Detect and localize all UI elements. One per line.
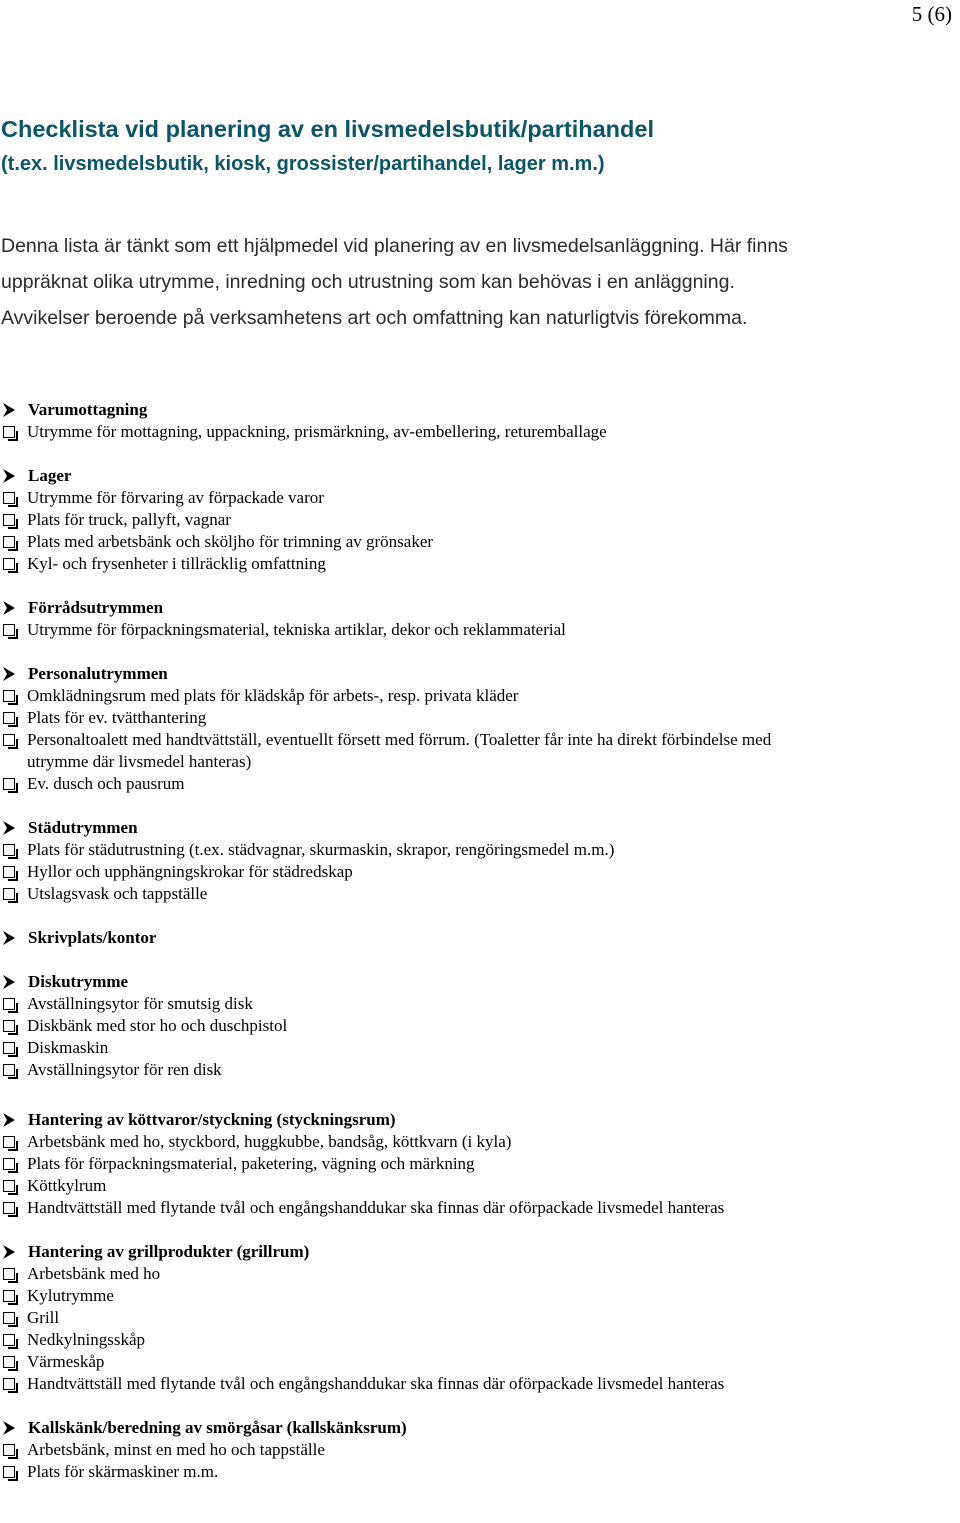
checklist-item <box>0 487 960 509</box>
checklist-item <box>0 1461 960 1483</box>
checkbox-icon[interactable] <box>3 1064 15 1076</box>
checkbox-icon[interactable] <box>3 1356 15 1368</box>
arrow-bullet-icon <box>2 468 16 484</box>
checklist-item-label: Plats för truck, pallyft, vagnar <box>27 510 231 529</box>
checklist-item <box>0 729 960 773</box>
section-title: Kallskänk/beredning av smörgåsar (kallskänksrum) <box>28 1418 407 1437</box>
section-heading <box>0 663 960 685</box>
section-title: Hantering av köttvaror/styckning (styckningsrum) <box>28 1110 396 1129</box>
checklist-item-label: Arbetsbänk med ho <box>27 1264 161 1283</box>
checkbox-icon[interactable] <box>3 1312 15 1324</box>
checkbox-icon[interactable] <box>3 536 15 548</box>
checkbox-icon[interactable] <box>3 1444 15 1456</box>
checklist-item-label: Personaltoalett med handtvättställ, eventuellt försett med förrum. (Toaletter får inte ha direkt förbindelse med utrymme där livsmedel hanteras) <box>27 730 772 771</box>
checkbox-icon[interactable] <box>3 712 15 724</box>
checklist-item <box>0 1285 960 1307</box>
checklist-item <box>0 1351 960 1373</box>
arrow-bullet-icon <box>2 820 16 836</box>
arrow-bullet-icon <box>2 1244 16 1260</box>
checkbox-icon[interactable] <box>3 1042 15 1054</box>
checklist-item-label: Utrymme för förpackningsmaterial, tekniska artiklar, dekor och reklammaterial <box>27 620 566 639</box>
checklist-item <box>0 1197 960 1219</box>
checklist-section <box>0 971 960 1081</box>
checkbox-icon[interactable] <box>3 426 15 438</box>
checklist-item <box>0 773 960 795</box>
checklist-item <box>0 861 960 883</box>
checklist-item-label: Arbetsbänk, minst en med ho och tappställe <box>27 1440 325 1459</box>
checkbox-icon[interactable] <box>3 1334 15 1346</box>
checkbox-icon[interactable] <box>3 1158 15 1170</box>
checklist-item-label: Plats för skärmaskiner m.m. <box>27 1462 219 1481</box>
checklist-section <box>0 399 960 443</box>
checklist-item-label: Utrymme för förvaring av förpackade varor <box>27 488 324 507</box>
checklist-item <box>0 1131 960 1153</box>
checklist-item-label: Plats för ev. tvätthantering <box>27 708 207 727</box>
arrow-bullet-icon <box>2 930 16 946</box>
checklist-item <box>0 1439 960 1461</box>
page-subtitle: (t.ex. livsmedelsbutik, kiosk, grossister/partihandel, lager m.m.) <box>1 153 605 175</box>
checkbox-icon[interactable] <box>3 1268 15 1280</box>
checklist-item <box>0 1263 960 1285</box>
section-title: Varumottagning <box>28 400 148 419</box>
checklist-item-label: Plats för förpackningsmaterial, paketering, vägning och märkning <box>27 1154 475 1173</box>
section-title: Personalutrymmen <box>28 664 168 683</box>
checklist-item <box>0 1175 960 1197</box>
checklist-item-label: Avställningsytor för ren disk <box>27 1060 222 1079</box>
section-title: Diskutrymme <box>28 972 129 991</box>
arrow-bullet-icon <box>2 1112 16 1128</box>
checklist-item-label: Köttkylrum <box>27 1176 107 1195</box>
checklist-item-label: Utrymme för mottagning, uppackning, prismärkning, av-embellering, returemballage <box>27 422 607 441</box>
checkbox-icon[interactable] <box>3 866 15 878</box>
checkbox-icon[interactable] <box>3 558 15 570</box>
checklist-item <box>0 1373 960 1395</box>
checklist-section <box>0 1109 960 1219</box>
section-heading <box>0 817 960 839</box>
checklist-item <box>0 883 960 905</box>
section-heading <box>0 971 960 993</box>
checklist-section <box>0 1417 960 1483</box>
checkbox-icon[interactable] <box>3 844 15 856</box>
section-title: Lager <box>28 466 72 485</box>
arrow-bullet-icon <box>2 1420 16 1436</box>
checklist-item-label: Hyllor och upphängningskrokar för städredskap <box>27 862 353 881</box>
checklist-item <box>0 1329 960 1351</box>
checklist-item <box>0 509 960 531</box>
checklist-item-label: Handtvättställ med flytande tvål och engångshanddukar ska finnas där oförpackade livsmedel hanteras <box>27 1198 725 1217</box>
checkbox-icon[interactable] <box>3 778 15 790</box>
checklist-item <box>0 685 960 707</box>
checkbox-icon[interactable] <box>3 1466 15 1478</box>
page-number: 5 (6) <box>911 2 952 26</box>
section-heading <box>0 1109 960 1131</box>
checklist-item-label: Ev. dusch och pausrum <box>27 774 185 793</box>
checkbox-icon[interactable] <box>3 1020 15 1032</box>
intro-paragraph: Denna lista är tänkt som ett hjälpmedel vid planering av en livsmedelsanläggning. Här finns uppräknat olika utrymme, inredning och utrustning som kan behövas i en anläggning. Avvikelser beroende på verksamhetens art och omfattning kan naturligtvis förekomma. <box>1 235 788 329</box>
page-title: Checklista vid planering av en livsmedelsbutik/partihandel <box>1 116 654 142</box>
arrow-bullet-icon <box>2 974 16 990</box>
checkbox-icon[interactable] <box>3 998 15 1010</box>
checklist-item <box>0 421 960 443</box>
checklist-item <box>0 707 960 729</box>
checklist-item <box>0 619 960 641</box>
checklist-section <box>0 927 960 949</box>
checklist-section <box>0 663 960 795</box>
checklist-item-label: Grill <box>27 1308 60 1327</box>
checklist-item-label: Nedkylningsskåp <box>27 1330 146 1349</box>
checklist-item <box>0 1307 960 1329</box>
checklist-section <box>0 465 960 575</box>
checkbox-icon[interactable] <box>3 514 15 526</box>
checklist-item-label: Plats med arbetsbänk och sköljho för trimning av grönsaker <box>27 532 434 551</box>
section-heading <box>0 1241 960 1263</box>
section-heading <box>0 1417 960 1439</box>
checklist-item <box>0 553 960 575</box>
checkbox-icon[interactable] <box>3 624 15 636</box>
checklist-item <box>0 1153 960 1175</box>
checklist-item-label: Avställningsytor för smutsig disk <box>27 994 253 1013</box>
checklist-item-label: Värmeskåp <box>27 1352 105 1371</box>
checklist-item <box>0 1037 960 1059</box>
checklist-item <box>0 1059 960 1081</box>
checklist-item <box>0 839 960 861</box>
checkbox-icon[interactable] <box>3 690 15 702</box>
checklist-item <box>0 1015 960 1037</box>
checklist-section <box>0 1241 960 1395</box>
section-title: Skrivplats/kontor <box>28 928 157 947</box>
checkbox-icon[interactable] <box>3 1378 15 1390</box>
checkbox-icon[interactable] <box>3 888 15 900</box>
checklist-item-label: Diskbänk med stor ho och duschpistol <box>27 1016 288 1035</box>
arrow-bullet-icon <box>2 402 16 418</box>
checklist-section <box>0 817 960 905</box>
checklist-item-label: Handtvättställ med flytande tvål och engångshanddukar ska finnas där oförpackade livsmedel hanteras <box>27 1374 725 1393</box>
arrow-bullet-icon <box>2 600 16 616</box>
checklist-item-label: Arbetsbänk med ho, styckbord, huggkubbe, bandsåg, köttkvarn (i kyla) <box>27 1132 512 1151</box>
checklist <box>0 399 960 1505</box>
checkbox-icon[interactable] <box>3 1180 15 1192</box>
section-title: Städutrymmen <box>28 818 138 837</box>
checklist-item-label: Plats för städutrustning (t.ex. städvagnar, skurmaskin, skrapor, rengöringsmedel m.m.) <box>27 840 615 859</box>
section-title: Hantering av grillprodukter (grillrum) <box>28 1242 310 1261</box>
checklist-item-label: Diskmaskin <box>27 1038 109 1057</box>
section-heading <box>0 927 960 949</box>
section-title: Förrådsutrymmen <box>28 598 164 617</box>
checkbox-icon[interactable] <box>3 1136 15 1148</box>
checklist-item-label: Kylutrymme <box>27 1286 114 1305</box>
section-heading <box>0 597 960 619</box>
checklist-item-label: Omklädningsrum med plats för klädskåp för arbets-, resp. privata kläder <box>27 686 519 705</box>
checklist-section <box>0 597 960 641</box>
checkbox-icon[interactable] <box>3 1202 15 1214</box>
checklist-item <box>0 531 960 553</box>
checklist-item <box>0 993 960 1015</box>
checkbox-icon[interactable] <box>3 1290 15 1302</box>
checklist-item-label: Utslagsvask och tappställe <box>27 884 208 903</box>
section-heading <box>0 399 960 421</box>
checkbox-icon[interactable] <box>3 492 15 504</box>
section-heading <box>0 465 960 487</box>
checkbox-icon[interactable] <box>3 734 15 746</box>
checklist-item-label: Kyl- och frysenheter i tillräcklig omfattning <box>27 554 326 573</box>
arrow-bullet-icon <box>2 666 16 682</box>
